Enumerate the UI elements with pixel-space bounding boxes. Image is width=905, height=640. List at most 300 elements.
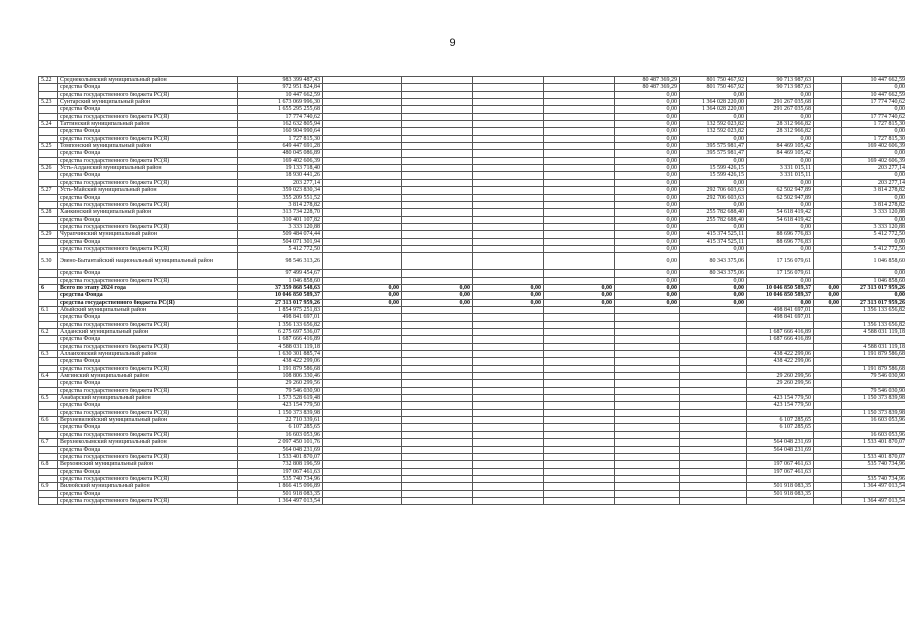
table-row — [39, 483, 905, 490]
row-name-cell: средства государственного бюджета РС(Я) — [58, 157, 238, 164]
value-cell — [402, 277, 473, 284]
table-row — [39, 439, 905, 446]
value-cell: 0,00 — [842, 292, 905, 299]
value-cell: 972 951 824,84 — [238, 84, 323, 91]
value-cell: 0,00 — [615, 157, 680, 164]
value-cell — [473, 179, 544, 186]
value-cell — [814, 270, 842, 277]
value-cell — [323, 143, 402, 150]
row-number-cell: 6.6 — [39, 417, 58, 424]
value-cell — [323, 209, 402, 216]
value-cell: 79 546 030,90 — [842, 387, 905, 394]
value-cell: 1 655 295 255,68 — [238, 106, 323, 113]
value-cell: 28 312 966,82 — [747, 121, 814, 128]
value-cell — [544, 201, 615, 208]
row-number-cell: 6.2 — [39, 329, 58, 336]
value-cell: 10 447 662,59 — [842, 91, 905, 98]
value-cell: 801 750 467,92 — [680, 84, 747, 91]
value-cell — [544, 194, 615, 201]
value-cell — [842, 314, 905, 321]
value-cell: 0,00 — [323, 284, 402, 291]
value-cell — [615, 468, 680, 475]
table-row — [39, 179, 905, 186]
value-cell — [473, 231, 544, 238]
value-cell — [544, 395, 615, 402]
value-cell: 359 023 830,34 — [238, 187, 323, 194]
value-cell — [323, 277, 402, 284]
table-row — [39, 231, 905, 238]
value-cell — [544, 223, 615, 230]
row-name-cell: Ханкинский муниципальный район — [58, 209, 238, 216]
value-cell — [680, 395, 747, 402]
value-cell: 10 447 662,59 — [842, 77, 905, 84]
value-cell — [544, 306, 615, 313]
value-cell: 1 364 497 013,54 — [842, 483, 905, 490]
value-cell — [544, 245, 615, 252]
value-cell — [814, 306, 842, 313]
value-cell — [615, 439, 680, 446]
table-row — [39, 106, 905, 113]
value-cell — [814, 314, 842, 321]
value-cell — [402, 409, 473, 416]
value-cell: 1 687 666 416,89 — [747, 329, 814, 336]
value-cell — [323, 238, 402, 245]
table-row — [39, 201, 905, 208]
value-cell — [680, 351, 747, 358]
value-cell — [473, 253, 544, 270]
table-row — [39, 402, 905, 409]
value-cell: 438 422 299,06 — [238, 358, 323, 365]
row-number-cell: 5.29 — [39, 231, 58, 238]
value-cell — [402, 245, 473, 252]
value-cell: 291 267 035,68 — [747, 106, 814, 113]
value-cell: 88 696 776,83 — [747, 231, 814, 238]
value-cell: 0,00 — [615, 238, 680, 245]
value-cell — [473, 201, 544, 208]
value-cell: 0,00 — [747, 245, 814, 252]
value-cell — [473, 329, 544, 336]
value-cell: 0,00 — [680, 135, 747, 142]
value-cell — [323, 387, 402, 394]
row-number-cell — [39, 157, 58, 164]
row-number-cell — [39, 321, 58, 328]
value-cell: 649 447 691,28 — [238, 143, 323, 150]
value-cell — [544, 121, 615, 128]
value-cell: 1 356 133 656,82 — [238, 321, 323, 328]
row-number-cell — [39, 431, 58, 438]
value-cell: 0,00 — [615, 128, 680, 135]
value-cell — [402, 306, 473, 313]
value-cell — [680, 461, 747, 468]
value-cell: 3 333 120,88 — [842, 209, 905, 216]
value-cell — [323, 77, 402, 84]
value-cell: 498 841 697,01 — [747, 314, 814, 321]
value-cell — [544, 431, 615, 438]
value-cell — [615, 490, 680, 497]
value-cell — [473, 245, 544, 252]
row-number-cell — [39, 91, 58, 98]
value-cell — [615, 336, 680, 343]
value-cell — [615, 373, 680, 380]
value-cell — [814, 245, 842, 252]
value-cell: 0,00 — [842, 270, 905, 277]
value-cell — [473, 446, 544, 453]
value-cell — [402, 417, 473, 424]
value-cell — [814, 179, 842, 186]
value-cell — [473, 424, 544, 431]
value-cell — [402, 231, 473, 238]
value-cell: 801 750 467,92 — [680, 77, 747, 84]
value-cell — [680, 336, 747, 343]
value-cell: 291 267 035,68 — [747, 99, 814, 106]
value-cell: 4 588 031 119,18 — [238, 343, 323, 350]
value-cell — [615, 321, 680, 328]
row-number-cell — [39, 490, 58, 497]
value-cell — [402, 165, 473, 172]
row-name-cell: средства государственного бюджета РС(Я) — [58, 245, 238, 252]
row-name-cell: Верхнеколымский муниципальный район — [58, 439, 238, 446]
value-cell — [323, 314, 402, 321]
value-cell — [814, 165, 842, 172]
value-cell — [747, 409, 814, 416]
table-row — [39, 380, 905, 387]
value-cell — [615, 461, 680, 468]
value-cell — [323, 216, 402, 223]
value-cell: 37 359 868 548,63 — [238, 284, 323, 291]
value-cell: 10 046 850 589,37 — [747, 284, 814, 291]
row-name-cell: средства Фонда — [58, 150, 238, 157]
value-cell — [680, 365, 747, 372]
value-cell — [402, 351, 473, 358]
value-cell — [680, 373, 747, 380]
value-cell — [814, 446, 842, 453]
table-row — [39, 187, 905, 194]
value-cell: 1 150 373 839,98 — [238, 409, 323, 416]
value-cell — [814, 336, 842, 343]
value-cell — [842, 336, 905, 343]
value-cell — [473, 91, 544, 98]
value-cell: 5 412 772,50 — [842, 231, 905, 238]
value-cell: 0,00 — [615, 106, 680, 113]
row-number-cell — [39, 194, 58, 201]
value-cell — [544, 351, 615, 358]
row-number-cell: 6.3 — [39, 351, 58, 358]
value-cell: 6 107 285,65 — [747, 424, 814, 431]
value-cell: 1 046 858,60 — [842, 253, 905, 270]
value-cell — [814, 84, 842, 91]
value-cell: 15 599 426,15 — [680, 165, 747, 172]
value-cell — [544, 91, 615, 98]
value-cell — [814, 424, 842, 431]
value-cell — [323, 424, 402, 431]
value-cell: 1 046 858,60 — [238, 277, 323, 284]
value-cell: 0,00 — [544, 292, 615, 299]
table-row — [39, 223, 905, 230]
row-name-cell: средства Фонда — [58, 468, 238, 475]
value-cell — [323, 343, 402, 350]
row-number-cell: 6.9 — [39, 483, 58, 490]
value-cell — [544, 157, 615, 164]
row-name-cell: средства Фонда — [58, 216, 238, 223]
value-cell: 1 046 858,60 — [842, 277, 905, 284]
row-name-cell: средства Фонда — [58, 446, 238, 453]
value-cell — [323, 402, 402, 409]
value-cell — [680, 497, 747, 504]
value-cell — [680, 329, 747, 336]
value-cell — [544, 187, 615, 194]
value-cell — [615, 453, 680, 460]
value-cell: 395 575 981,47 — [680, 150, 747, 157]
value-cell — [323, 461, 402, 468]
value-cell — [473, 270, 544, 277]
table-row — [39, 143, 905, 150]
value-cell: 80 343 375,06 — [680, 270, 747, 277]
value-cell: 0,00 — [747, 201, 814, 208]
value-cell: 423 154 779,50 — [747, 395, 814, 402]
value-cell — [323, 373, 402, 380]
value-cell — [473, 209, 544, 216]
value-cell — [473, 373, 544, 380]
value-cell: 0,00 — [615, 253, 680, 270]
value-cell — [544, 409, 615, 416]
value-cell — [814, 439, 842, 446]
value-cell: 17 774 740,62 — [842, 99, 905, 106]
value-cell — [814, 453, 842, 460]
value-cell — [814, 143, 842, 150]
value-cell — [544, 490, 615, 497]
value-cell: 355 209 551,52 — [238, 194, 323, 201]
value-cell: 203 277,14 — [842, 165, 905, 172]
row-name-cell: средства Фонда — [58, 424, 238, 431]
value-cell: 415 374 525,11 — [680, 231, 747, 238]
value-cell — [544, 150, 615, 157]
table-row — [39, 365, 905, 372]
value-cell: 0,00 — [615, 143, 680, 150]
value-cell — [544, 497, 615, 504]
row-number-cell — [39, 409, 58, 416]
value-cell: 54 618 419,42 — [747, 216, 814, 223]
value-cell — [473, 223, 544, 230]
value-cell — [814, 461, 842, 468]
value-cell: 54 618 419,42 — [747, 209, 814, 216]
row-number-cell: 5.30 — [39, 253, 58, 270]
value-cell — [615, 431, 680, 438]
table-row — [39, 121, 905, 128]
value-cell: 4 588 031 119,18 — [842, 329, 905, 336]
value-cell — [747, 475, 814, 482]
value-cell: 501 918 083,35 — [238, 490, 323, 497]
value-cell — [544, 343, 615, 350]
value-cell — [402, 483, 473, 490]
value-cell — [544, 77, 615, 84]
value-cell — [747, 365, 814, 372]
value-cell — [544, 358, 615, 365]
value-cell — [402, 91, 473, 98]
value-cell: 80 343 375,06 — [680, 253, 747, 270]
value-cell: 19 133 718,40 — [238, 165, 323, 172]
value-cell — [680, 380, 747, 387]
value-cell: 0,00 — [842, 128, 905, 135]
value-cell — [323, 157, 402, 164]
table-row — [39, 245, 905, 252]
row-name-cell: средства Фонда — [58, 270, 238, 277]
value-cell: 2 097 450 101,76 — [238, 439, 323, 446]
row-number-cell — [39, 468, 58, 475]
value-cell: 1 150 373 839,98 — [842, 409, 905, 416]
value-cell: 0,00 — [544, 299, 615, 306]
value-cell — [473, 77, 544, 84]
value-cell — [747, 497, 814, 504]
row-number-cell — [39, 270, 58, 277]
table-row — [39, 99, 905, 106]
value-cell: 0,00 — [615, 270, 680, 277]
value-cell: 0,00 — [615, 165, 680, 172]
value-cell — [473, 150, 544, 157]
value-cell — [544, 209, 615, 216]
value-cell: 535 740 734,96 — [842, 461, 905, 468]
value-cell — [842, 468, 905, 475]
value-cell: 0,00 — [747, 277, 814, 284]
value-cell: 0,00 — [747, 135, 814, 142]
value-cell — [544, 387, 615, 394]
value-cell: 0,00 — [323, 292, 402, 299]
value-cell — [814, 395, 842, 402]
value-cell — [323, 351, 402, 358]
value-cell — [473, 84, 544, 91]
table-row — [39, 113, 905, 120]
value-cell — [814, 431, 842, 438]
value-cell — [814, 128, 842, 135]
value-cell: 0,00 — [615, 292, 680, 299]
value-cell: 0,00 — [747, 179, 814, 186]
value-cell: 17 156 079,61 — [747, 253, 814, 270]
value-cell — [680, 417, 747, 424]
row-name-cell: средства государственного бюджета РС(Я) — [58, 365, 238, 372]
value-cell: 3 333 120,88 — [842, 223, 905, 230]
value-cell — [544, 446, 615, 453]
value-cell — [814, 373, 842, 380]
value-cell — [402, 99, 473, 106]
value-cell — [323, 201, 402, 208]
value-cell — [814, 277, 842, 284]
value-cell: 18 930 441,26 — [238, 172, 323, 179]
row-name-cell: средства государственного бюджета РС(Я) — [58, 321, 238, 328]
value-cell: 15 599 426,15 — [680, 172, 747, 179]
value-cell: 0,00 — [814, 292, 842, 299]
value-cell: 732 808 196,59 — [238, 461, 323, 468]
row-number-cell — [39, 292, 58, 299]
value-cell — [323, 417, 402, 424]
value-cell — [402, 497, 473, 504]
value-cell: 1 191 879 586,68 — [238, 365, 323, 372]
value-cell — [323, 468, 402, 475]
value-cell: 6 107 285,65 — [747, 417, 814, 424]
table-row — [39, 497, 905, 504]
row-name-cell: Верхневилюйский муниципальный район — [58, 417, 238, 424]
value-cell: 0,00 — [402, 299, 473, 306]
row-number-cell — [39, 223, 58, 230]
value-cell: 84 469 105,42 — [747, 150, 814, 157]
value-cell — [323, 409, 402, 416]
row-number-cell — [39, 128, 58, 135]
value-cell — [544, 216, 615, 223]
row-number-cell — [39, 113, 58, 120]
table-row — [39, 128, 905, 135]
value-cell: 0,00 — [615, 245, 680, 252]
value-cell — [814, 91, 842, 98]
value-cell: 1 191 879 586,68 — [842, 365, 905, 372]
value-cell: 0,00 — [842, 84, 905, 91]
value-cell — [323, 106, 402, 113]
row-number-cell — [39, 453, 58, 460]
row-name-cell: Вилюйский муниципальный район — [58, 483, 238, 490]
value-cell: 22 710 339,61 — [238, 417, 323, 424]
row-number-cell — [39, 299, 58, 306]
value-cell — [323, 329, 402, 336]
value-cell — [814, 135, 842, 142]
value-cell: 1 533 401 870,07 — [238, 453, 323, 460]
row-number-cell — [39, 245, 58, 252]
value-cell — [402, 106, 473, 113]
row-name-cell: средства Фонда — [58, 314, 238, 321]
value-cell — [473, 321, 544, 328]
value-cell — [544, 238, 615, 245]
value-cell — [544, 483, 615, 490]
value-cell — [680, 431, 747, 438]
value-cell — [473, 461, 544, 468]
value-cell — [842, 358, 905, 365]
value-cell — [544, 439, 615, 446]
value-cell: 28 312 966,82 — [747, 128, 814, 135]
value-cell: 16 603 053,96 — [238, 431, 323, 438]
value-cell — [615, 409, 680, 416]
value-cell: 983 399 487,43 — [238, 77, 323, 84]
table-row — [39, 417, 905, 424]
row-number-cell: 5.24 — [39, 121, 58, 128]
table-row — [39, 395, 905, 402]
value-cell — [473, 314, 544, 321]
value-cell — [814, 417, 842, 424]
row-number-cell — [39, 314, 58, 321]
value-cell — [402, 453, 473, 460]
value-cell: 10 447 662,59 — [238, 91, 323, 98]
page-number: 9 — [449, 37, 456, 49]
row-number-cell — [39, 238, 58, 245]
value-cell: 0,00 — [747, 157, 814, 164]
row-name-cell: средства государственного бюджета РС(Я) — [58, 135, 238, 142]
value-cell — [544, 365, 615, 372]
table-row — [39, 343, 905, 350]
value-cell — [544, 417, 615, 424]
value-cell: 0,00 — [544, 284, 615, 291]
value-cell: 132 592 023,82 — [680, 121, 747, 128]
row-name-cell: Усть-Майский муниципальный район — [58, 187, 238, 194]
value-cell — [402, 461, 473, 468]
value-cell — [615, 365, 680, 372]
value-cell: 0,00 — [814, 284, 842, 291]
value-cell — [402, 358, 473, 365]
value-cell — [814, 238, 842, 245]
value-cell: 0,00 — [615, 194, 680, 201]
value-cell — [814, 157, 842, 164]
value-cell: 535 740 734,96 — [842, 475, 905, 482]
value-cell — [544, 468, 615, 475]
value-cell: 0,00 — [615, 231, 680, 238]
row-number-cell — [39, 135, 58, 142]
value-cell — [544, 179, 615, 186]
value-cell: 197 067 461,63 — [238, 468, 323, 475]
value-cell: 0,00 — [680, 157, 747, 164]
